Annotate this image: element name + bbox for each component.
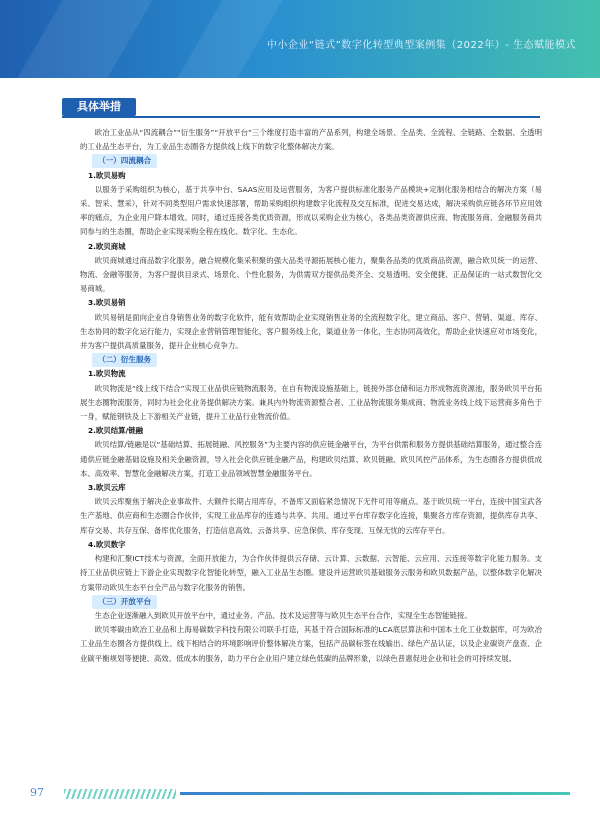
item-heading: 2.欧贝结算/链融 <box>88 426 143 436</box>
item-heading: 4.欧贝数字 <box>88 539 126 549</box>
item-heading: 2.欧贝商城 <box>88 241 126 251</box>
section-tab: 具体举措 <box>62 98 136 116</box>
footer-bar <box>180 792 570 795</box>
body-content <box>80 126 542 666</box>
banner-decoration <box>17 0 152 78</box>
paragraph: 欧贝零碳由欧冶工业品和上海易碳数字科技有限公司联手打造，其基于符合国际标准的LCA底层算法和中国本土化工业数据库，可为欧冶工业品生态圈各方提供线上、线下相结合的环境影响评价整体解决方案，包括产品碳标签在线输出、绿色产品认证，以及企业碳资产盘查、企业碳平衡规划等便捷、高效、低成本的服务，助力平台企业用户建立绿色低碳的品牌形象，以绿色普惠促进企业和社会的可持续发展。 <box>80 625 542 663</box>
footer-stripes <box>64 789 176 799</box>
subsection-heading: （二）衍生服务 <box>92 353 157 367</box>
header-banner <box>0 0 600 78</box>
paragraph: 欧贝商城通过商品数字化服务，融合规模化集采积聚的强大品类寻源拓展核心能力，聚集各品类的优质商品资源，融合欧贝统一的运营、物流、金融等服务，为客户提供目录式、场景化、个性化服务，为供需双方提供品类齐全、交易透明、安全便捷、正品保证的一站式数智化交易商城。 <box>80 255 542 294</box>
item-heading: 3.欧贝易销 <box>88 298 126 308</box>
header-title: 中小企业“链式”数字化转型典型案例集（2022年）- 生态赋能模式 <box>266 40 576 51</box>
paragraph: 欧贝易销是面向企业自身销售业务的数字化软件，能有效帮助企业实现销售业务的全流程数字化，建立商品、客户、营销、渠道、库存、生态协同的数字化运行能力，实现企业营销管理智能化，客户服务线上化，渠道业务一体化，生态协同高效化，帮助企业快速应对市场变化，并为客户提供高质量服务，提升企业核心竞争力。 <box>80 312 542 351</box>
section-divider <box>62 116 540 118</box>
paragraph: 以服务于采购组织为核心，基于共享中台、SAAS应用及运营服务，为客户提供标准化服务产品模块+定制化服务相结合的解决方案（易采、智采、慧采），针对不同类型用户需求快速部署，帮助采购组织构建数字化流程及交互标准，促进交易达成，解决采购供应链各环节应用效率的痛点，为企业用户降本增效。同时，通过连接各类优质资源，形成以采购企业为核心，各类品类资源供应商、物流服务商、金融服务商共同参与的生态圈，帮助企业实现采购全程在线化、数字化、生态化。 <box>80 184 542 237</box>
paragraph: 生态企业逐渐融入到欧贝开放平台中，通过业务、产品、技术及运营等与欧贝生态平台合作，实现全生态智能链接。 <box>94 610 472 620</box>
item-heading: 1.欧贝物流 <box>88 369 126 379</box>
item-heading: 1.欧贝易购 <box>88 170 126 180</box>
item-heading: 3.欧贝云库 <box>88 483 126 493</box>
paragraph: 构建和汇聚ICT技术与资源，全面开放能力，为合作伙伴提供云存储、云计算、云数据、云智能、云应用、云连接等数字化能力服务。支持工业品供应链上下游企业实现数字化智能化转型，融入工业品生态圈。建设并运营欧贝基础服务云服务和欧贝数据产品，以整体数字化解决方案带动欧贝生态平台全产品与数字化服务的销售。 <box>80 554 542 592</box>
page-number: 97 <box>30 786 44 799</box>
subsection-heading: （一）四流耦合 <box>92 154 157 168</box>
subsection-heading: （三）开放平台 <box>92 595 157 609</box>
intro-paragraph: 欧冶工业品从“四流耦合”“衍生服务”“开放平台”三个维度打造丰富的产品系列，构建全场景、全品类、全流程、全链路、全数据、全透明的工业品生态平台，为工业品生态圈各方提供线上线下的数字化整体解决方案。 <box>80 128 542 152</box>
paragraph: 欧贝结算/链融是以“基础结算、拓展链融、风控服务”为主要内容的供应链金融平台，为平台供需和服务方提供基础结算服务，通过整合连通供应链金融基础设施及相关金融资源，导入社会化供应链金融产品，构建欧贝结算、欧贝链融、欧贝风控产品体系，为生态圈各方提供低成本、高效率、智慧化金融解决方案，打造工业品领域智慧金融服务平台。 <box>80 440 542 478</box>
paragraph: 欧贝物流是“线上线下结合”实现工业品供应链物流服务，在自有物流设施基础上，链接外部仓储和运力形成物流资源池，服务欧贝平台拓展生态圈物流服务，同时为社会化业务提供解决方案。兼具内外物流资源整合者、工业品物流服务集成商、物流业务线上线下运营商多角色于一身，赋能钢铁及上下游相关产业链，提升工业品行业物流价值。 <box>80 383 542 422</box>
paragraph: 欧贝云库聚焦于解决企业事故件、大额件长期占用库存，不备库又面临紧急情况下无件可用等痛点。基于欧贝统一平台，连接中国宝武各生产基地、供应商和生态圈合作伙伴，实现工业品库存的连通与共享、共用。通过平台库存数字化连接，集聚各方库存资源，提供库存共享、库存交易、共存互保、备库优化服务，打造信息高效、云备共享、应急保供、库存变现、互保无忧的云库存平台。 <box>80 497 542 535</box>
